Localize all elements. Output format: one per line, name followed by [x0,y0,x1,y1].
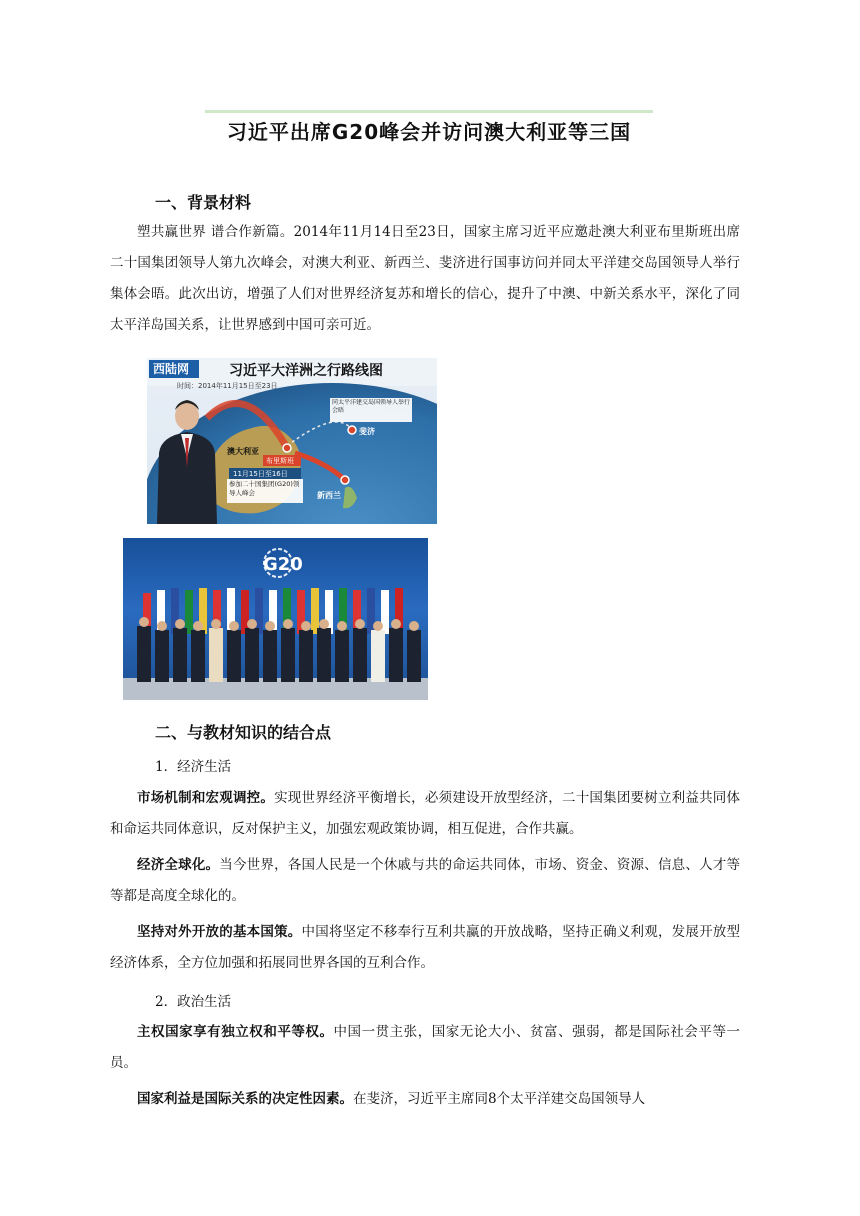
paragraph-globalization: 经济全球化。当今世界，各国人民是一个休戚与共的命运共同体，市场、资金、资源、信息、人才等等都是高度全球化的。 [110,857,741,904]
brisbane-label: 布里斯班 [266,457,294,465]
bold-globalization: 经济全球化。 [137,857,220,873]
paragraph-national-interest: 国家利益是国际关系的决定性因素。在斐济，习近平主席同8个太平洋建交岛国领导人 [137,1091,646,1107]
g20-group-photo [123,538,428,700]
dates-label: 11月15日至16日 [233,470,288,478]
map-date: 时间：2014年11月15日至23日 [177,382,278,390]
map-heading: 习近平大洋洲之行路线图 [229,363,383,379]
title-highlight [205,110,653,113]
bold-sovereignty: 主权国家享有独立权和平等权。 [137,1024,334,1040]
section-heading-background: 一、背景材料 [155,193,252,212]
g20-box-text: 参加二十国集团(G20)领导人峰会 [229,480,300,497]
route-map-graphic [147,358,437,524]
nz-label: 新西兰 [317,491,341,500]
paragraph-market-mechanism: 市场机制和宏观调控。实现世界经济平衡增长，必须建设开放型经济，二十国集团要树立利益共同体和命运共同体意识，反对保护主义，加强宏观政策协调，相互促进，合作共赢。 [110,790,740,837]
fiji-label: 斐济 [359,427,375,436]
title-block [205,110,653,142]
subheading-political-life: 2．政治生活 [155,994,232,1010]
bold-national-interest: 国家利益是国际关系的决定性因素。 [137,1091,353,1107]
paragraph-opening-up: 坚持对外开放的基本国策。中国将坚定不移奉行互利共赢的开放战略，坚持正确义利观，发展开放型经济体系，全方位加强和拓展同世界各国的互利合作。 [110,924,741,971]
page-title: 习近平出席G20峰会并访问澳大利亚等三国 [226,120,632,144]
nz-marker [341,476,349,484]
bold-market-mechanism: 市场机制和宏观调控。 [137,790,275,806]
background-paragraph: 塑共赢世界 谱合作新篇。2014年11月14日至23日，国家主席习近平应邀赴澳大利亚布里斯班出席二十国集团领导人第九次峰会，对澳大利亚、新西兰、斐济进行国事访问并同太平洋建交岛国领导人举行集体会晤。此次出访，增强了人们对世界经济复苏和增长的信心，提升了中澳、中新关系水平，深化了同太平洋岛国关系，让世界感到中国可亲可近。 [110,224,740,333]
brisbane-marker [283,444,291,452]
section-heading-textbook: 二、与教材知识的结合点 [155,723,332,742]
australia-label: 澳大利亚 [227,447,259,456]
paragraph-sovereignty: 主权国家享有独立权和平等权。中国一贯主张，国家无论大小、贫富、强弱，都是国际社会平等一员。 [110,1024,740,1071]
group-photo-graphic [123,538,428,700]
g20-banner: G20 [263,554,303,575]
route-map-image [147,358,437,524]
site-logo-text: 西陆网 [153,362,190,376]
fiji-marker [348,426,356,434]
bold-opening-up: 坚持对外开放的基本国策。 [137,924,302,940]
subheading-economic-life: 1．经济生活 [155,759,232,775]
fiji-box-text: 同太平洋建交岛国领导人举行会晤 [332,399,411,414]
